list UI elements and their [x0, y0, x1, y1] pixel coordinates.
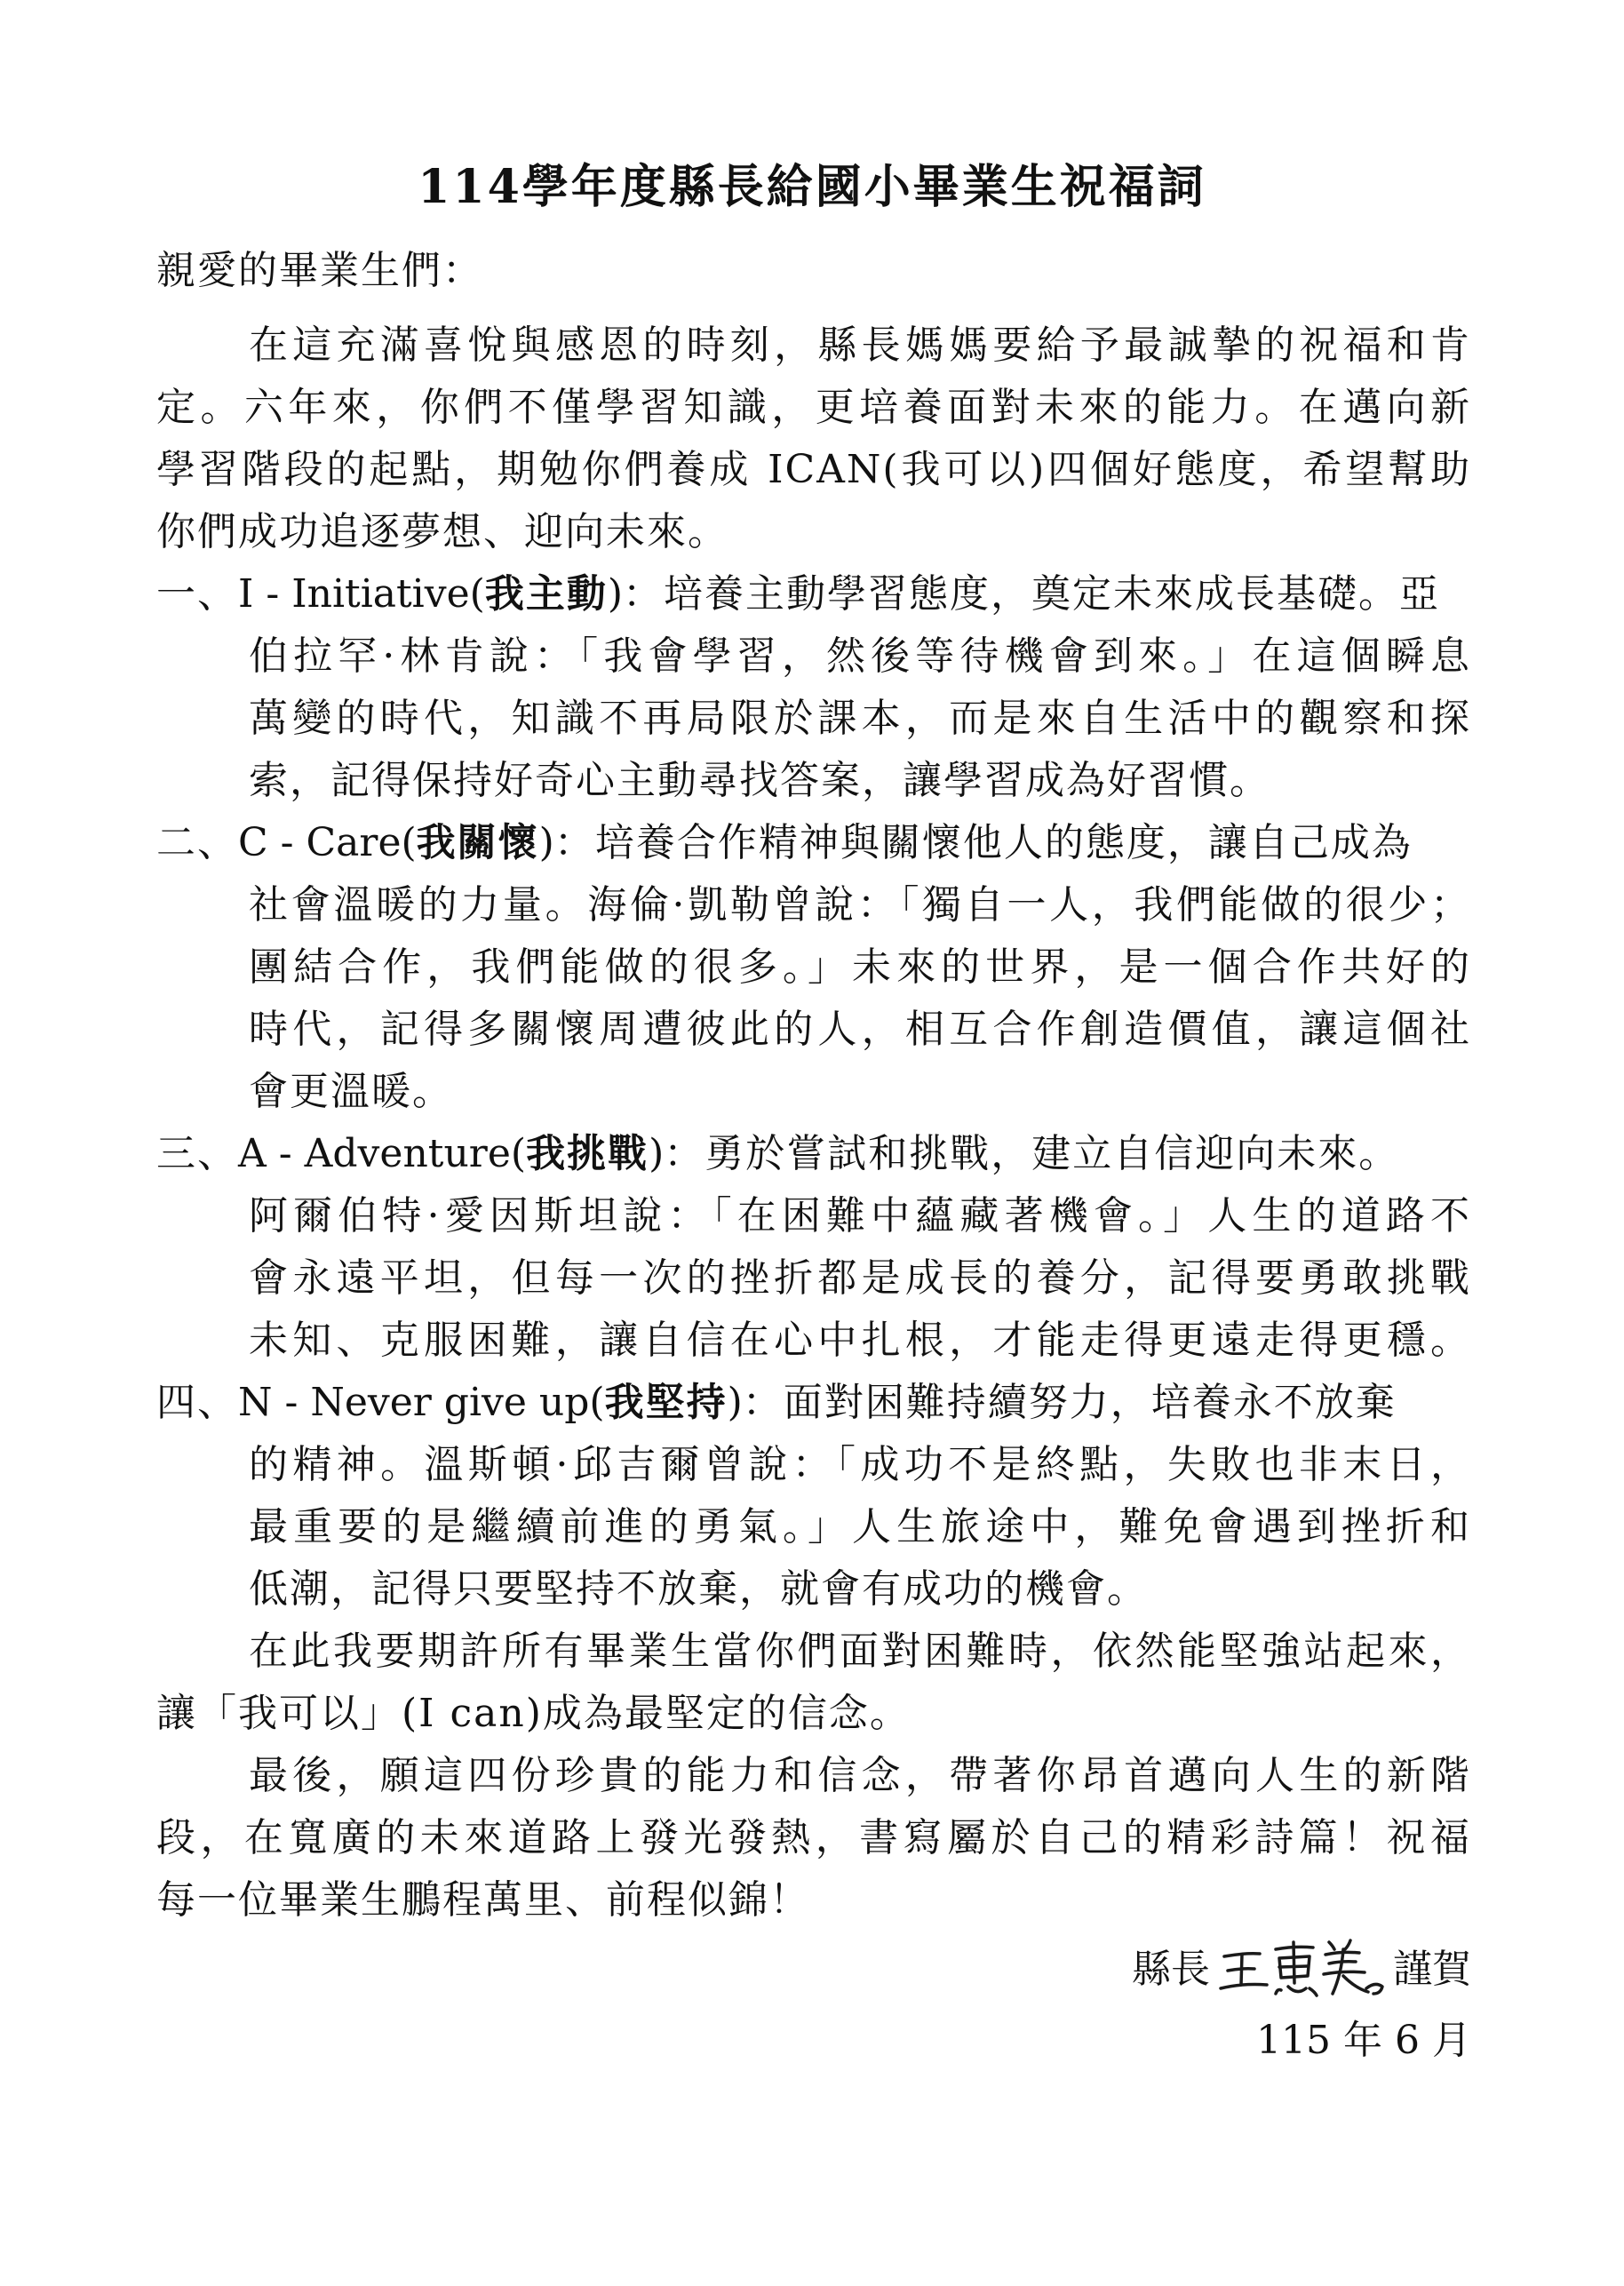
section-line: 索，記得保持好奇心主動尋找答案，讓學習成為好習慣。 — [249, 758, 1270, 803]
paragraph-line: 最後，願這四份珍貴的能力和信念，帶著你昂首邁向人生的新階 — [249, 1753, 1471, 1798]
paragraph-line: 每一位畢業生鵬程萬里、前程似錦！ — [156, 1877, 810, 1923]
section-keyword-zh: 我堅持 — [604, 1380, 728, 1425]
section-keyword-zh: 我挑戰 — [526, 1131, 649, 1176]
section-keyword-end: ) — [538, 820, 554, 865]
section-line: 伯拉罕·林肯說：「我會學習，然後等待機會到來。」在這個瞬息 — [249, 633, 1471, 679]
section-keyword: I - Initiative( — [238, 571, 485, 617]
section-line: 未知、克服困難，讓自信在心中扎根，才能走得更遠走得更穩。 — [249, 1318, 1471, 1363]
paragraph-line: 段，在寬廣的未來道路上發光發熱，書寫屬於自己的精彩詩篇！祝福 — [156, 1815, 1471, 1860]
section-line: 阿爾伯特·愛因斯坦說：「在困難中蘊藏著機會。」人生的道路不 — [249, 1193, 1471, 1239]
section-line: 的精神。溫斯頓·邱吉爾曾說：「成功不是終點，失敗也非末日， — [249, 1442, 1471, 1487]
section-line: 最重要的是繼續前進的勇氣。」人生旅途中，難免會遇到挫折和 — [249, 1504, 1471, 1549]
signature-suffix: 謹賀 — [1393, 1947, 1471, 1992]
paragraph-line: 在此我要期許所有畢業生當你們面對困難時，依然能堅強站起來， — [249, 1629, 1471, 1674]
intro-line: 在這充滿喜悅與感恩的時刻，縣長媽媽要給予最誠摯的祝福和肯 — [249, 323, 1471, 368]
section-keyword: N - Never give up( — [238, 1380, 605, 1425]
section-number: 三、 — [156, 1131, 238, 1176]
section-heading — [156, 563, 1471, 625]
section-keyword-end: ) — [649, 1131, 665, 1176]
section-line: 萬變的時代，知識不再局限於課本，而是來自生活中的觀察和探 — [249, 696, 1471, 741]
document-date: 115 年 6 月 — [1256, 2018, 1471, 2063]
section-number: 一、 — [156, 571, 238, 617]
section-heading-text: ：勇於嘗試和挑戰，建立自信迎向未來。 — [664, 1131, 1400, 1176]
section-line: 低潮，記得只要堅持不放棄，就會有成功的機會。 — [249, 1566, 1148, 1612]
section-heading — [156, 1372, 1471, 1434]
greeting: 親愛的畢業生們： — [156, 248, 483, 293]
intro-line: 學習階段的起點，期勉你們養成 ICAN(我可以)四個好態度，希望幫助 — [156, 447, 1471, 492]
section-line: 會更溫暖。 — [249, 1069, 453, 1114]
section-line: 團結合作，我們能做的很多。」未來的世界，是一個合作共好的 — [249, 944, 1471, 990]
section-number: 四、 — [156, 1380, 238, 1425]
section-keyword: C - Care( — [238, 820, 417, 865]
document-title: 114學年度縣長給國小畢業生祝福詞 — [418, 160, 1206, 214]
section-heading-text: ：培養合作精神與關懷他人的態度，讓自己成為 — [553, 820, 1413, 865]
signature-prefix: 縣長 — [1132, 1947, 1210, 1992]
section-line: 時代，記得多關懷周遭彼此的人，相互合作創造價值，讓這個社 — [249, 1007, 1471, 1052]
section-line: 會永遠平坦，但每一次的挫折都是成長的養分，記得要勇敢挑戰 — [249, 1255, 1471, 1301]
section-keyword-zh: 我關懷 — [416, 820, 539, 865]
section-number: 二、 — [156, 820, 238, 865]
section-heading — [156, 1123, 1471, 1185]
section-keyword-zh: 我主動 — [484, 571, 608, 617]
section-keyword: A - Adventure( — [238, 1131, 527, 1176]
section-keyword-end: ) — [607, 571, 623, 617]
section-line: 社會溫暖的力量。海倫·凱勒曾說：「獨自一人，我們能做的很少； — [249, 882, 1471, 928]
handwritten-signature — [1217, 1930, 1386, 2010]
section-heading-text: ：培養主動學習態度，奠定未來成長基礎。亞 — [623, 571, 1440, 617]
paragraph-line: 讓「我可以」(I can)成為最堅定的信念。 — [156, 1691, 911, 1736]
section-heading — [156, 812, 1471, 874]
section-heading-text: ：面對困難持續努力，培養永不放棄 — [742, 1380, 1397, 1425]
intro-line: 你們成功追逐夢想、迎向未來。 — [156, 509, 728, 554]
signature-block — [1132, 1930, 1471, 2010]
section-keyword-end: ) — [727, 1380, 743, 1425]
intro-line: 定。六年來，你們不僅學習知識，更培養面對未來的能力。在邁向新 — [156, 385, 1471, 430]
